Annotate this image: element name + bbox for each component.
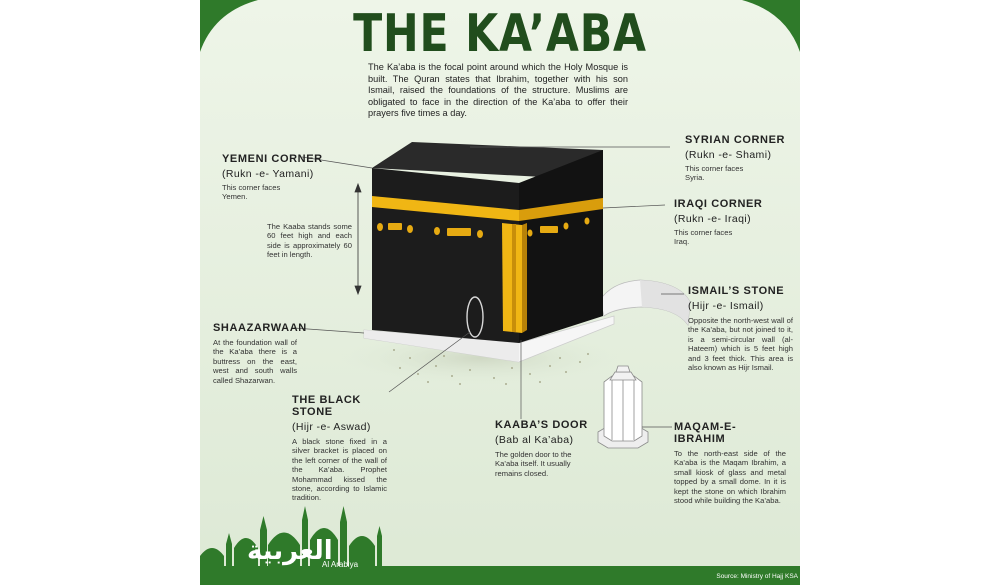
maqam-ibrahim-note: To the north-east side of the Ka’aba is the Maqam Ibrahim, a small kiosk of glass and metal topped by a small dome. In it is kept the stone on which Ibrahim stood while building the Ka’aba. — [674, 449, 786, 506]
syrian-corner-note-2: Syria. — [685, 173, 705, 183]
al-arabiya-logo-english: Al Arabiya — [322, 560, 359, 569]
black-stone-title: THE BLACK STONE — [292, 394, 361, 418]
iraqi-corner-title: IRAQI CORNER — [674, 198, 763, 210]
syrian-corner-label — [685, 134, 785, 183]
page-title: THE KA’ABA — [353, 4, 647, 64]
ismail-stone-title: ISMAIL’S STONE — [688, 285, 785, 297]
intro-paragraph: The Ka’aba is the focal point around which the Holy Mosque is built. The Quran states that Ibrahim, together with his son Ismail, raised the foundations of the structure. Muslims are obligated to face in the direction of the Ka’aba to offer their prayers five times a day. — [368, 62, 628, 119]
iraqi-corner-note-1: This corner faces — [674, 228, 733, 237]
ismail-stone-subtitle: (Hijr -e- Ismail) — [688, 300, 764, 312]
shaazarwaan-title: SHAAZARWAAN — [213, 322, 307, 334]
black-stone-label — [292, 394, 387, 503]
kaaba-door — [502, 223, 527, 333]
ismail-stone-label — [688, 285, 793, 372]
black-stone-note: A black stone fixed in a silver bracket is placed on the left corner of the wall of the Ka’aba. Prophet Mohammad kissed the stone, according to Islamic tradition. — [292, 437, 387, 503]
shaazarwaan-note: At the foundation wall of the Ka’aba there is a buttress on the east, west and south walls called Shazarwan. — [213, 338, 297, 385]
iraqi-corner-subtitle: (Rukn -e- Iraqi) — [674, 213, 751, 225]
yemeni-corner-label — [222, 153, 323, 202]
maqam-ibrahim-title: MAQAM-E-IBRAHIM — [674, 421, 737, 445]
height-note: The Kaaba stands some 60 feet high and each side is approximately 60 feet in length. — [267, 222, 352, 260]
kaaba-door-label — [495, 419, 588, 478]
ismail-stone-note: Opposite the north-west wall of the Ka’aba, but not joined to it, is a semi-circular wall (al-Hateem) which is 5 feet high and 3 feet thick. This area is also known as Hijr Ismail. — [688, 316, 793, 373]
yemeni-corner-title: YEMENI CORNER — [222, 153, 323, 165]
syrian-corner-title: SYRIAN CORNER — [685, 134, 786, 146]
kaaba-door-note: The golden door to the Ka’aba itself. It usually remains closed. — [495, 450, 572, 478]
kaaba-door-subtitle: (Bab al Ka’aba) — [495, 434, 574, 446]
iraqi-corner-note-2: Iraq. — [674, 237, 690, 247]
source-credit: Source: Ministry of Hajj KSA — [716, 573, 798, 580]
shaazarwaan-label — [213, 322, 307, 385]
kaaba-cube — [372, 142, 603, 343]
yemeni-corner-subtitle: (Rukn -e- Yamani) — [222, 168, 314, 180]
kaaba-door-title: KAABA’S DOOR — [495, 419, 588, 431]
black-stone-subtitle: (Hijr -e- Aswad) — [292, 421, 371, 433]
syrian-corner-subtitle: (Rukn -e- Shami) — [685, 149, 772, 161]
syrian-corner-note-1: This corner faces — [685, 164, 744, 173]
yemeni-corner-note-2: Yemen. — [222, 192, 248, 202]
kaaba-right-face — [519, 150, 603, 343]
maqam-ibrahim-label — [674, 421, 786, 505]
iraqi-corner-label — [674, 198, 762, 247]
yemeni-corner-note-1: This corner faces — [222, 183, 281, 192]
al-arabiya-logo-arabic: العربية — [247, 536, 333, 566]
kaaba-front-face — [372, 168, 519, 343]
